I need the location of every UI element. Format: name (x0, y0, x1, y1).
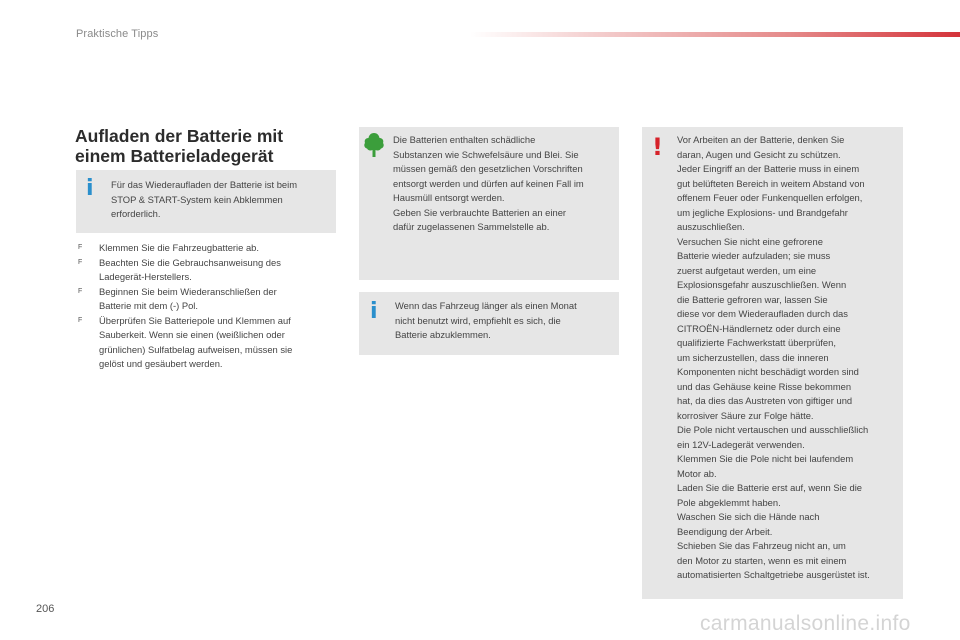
text-line: ein 12V-Ladegerät verwenden. (677, 438, 805, 450)
text-line: gelöst und gesäubert werden. (99, 358, 223, 369)
text-line: gut belüfteten Bereich in weitem Abstand von (677, 177, 865, 189)
text-line: um jegliche Explosions- und Brandgefahr (677, 206, 848, 218)
text-line: müssen gemäß den gesetzlichen Vorschriften (393, 163, 583, 174)
environment-box-text (393, 133, 617, 235)
leaf-icon (363, 132, 385, 158)
page-number: 206 (36, 603, 55, 615)
warning-icon: ! (652, 133, 663, 161)
info-icon: i (370, 299, 378, 324)
text-line: Beachten Sie die Gebrauchsanweisung des (99, 256, 281, 268)
list-item (78, 241, 333, 256)
text-line: Klemmen Sie die Pole nicht bei laufendem (677, 453, 854, 464)
text-line: Für das Wiederaufladen der Batterie ist beim (111, 179, 298, 190)
text-line: hat, da dies das Austreten von giftiger und (677, 395, 853, 406)
text-line: Pole abgeklemmt haben. (677, 496, 781, 508)
text-line: Komponenten nicht beschädigt worden sind (677, 366, 859, 377)
text-line: den Motor zu starten, wenn es mit einem (677, 554, 847, 566)
text-line: STOP & START-System kein Abklemmen (111, 193, 283, 205)
list-item (78, 285, 333, 314)
section-header: Praktische Tipps (76, 28, 159, 40)
text-line: korrosiver Säure zur Folge hätte. (677, 409, 814, 421)
text-line: erforderlich. (111, 208, 161, 219)
step-bullet: F (78, 258, 83, 266)
info-box-long-storage-text (395, 299, 615, 343)
text-line: Hausmüll entsorgt werden. (393, 192, 505, 203)
text-line: nicht benutzt wird, empfiehlt es sich, die (395, 314, 561, 326)
list-item (78, 256, 333, 285)
text-line: auszuschließen. (677, 221, 745, 232)
text-line: qualifizierte Fachwerkstatt überprüfen, (677, 337, 836, 348)
text-line: Batterie mit dem (-) Pol. (99, 300, 198, 311)
text-line: offenem Feuer oder Funkenquellen erfolgen, (677, 192, 863, 203)
header-accent-bar (470, 32, 960, 37)
environment-box (359, 127, 619, 280)
info-icon: i (86, 176, 94, 201)
text-line: Beginnen Sie beim Wiederanschließen der (99, 285, 277, 297)
page-title (75, 126, 355, 166)
text-line: Vor Arbeiten an der Batterie, denken Sie (677, 134, 845, 145)
watermark: carmanualsonline.info (700, 612, 911, 635)
warning-box (642, 127, 903, 599)
page-title-line-1: Aufladen der Batterie mit (75, 126, 284, 146)
text-line: Motor ab. (677, 467, 717, 479)
text-line: Beendigung der Arbeit. (677, 525, 773, 537)
warning-box-text (677, 133, 902, 583)
page-title-line-2: einem Batterieladegerät (75, 146, 274, 166)
text-line: die Batterie gefroren war, lassen Sie (677, 293, 828, 305)
text-line: Waschen Sie sich die Hände nach (677, 511, 820, 522)
text-line: Batterie wieder aufzuladen; sie muss (677, 250, 831, 261)
text-line: Jeder Eingriff an der Batterie muss in einem (677, 163, 860, 174)
text-line: automatisierten Schaltgetriebe ausgerüstet ist. (677, 569, 870, 580)
text-line: dafür zugelassenen Sammelstelle ab. (393, 221, 550, 232)
text-line: und das Gehäuse keine Risse bekommen (677, 380, 852, 392)
text-line: Die Batterien enthalten schädliche (393, 134, 536, 145)
text-line: Überprüfen Sie Batteriepole und Klemmen auf (99, 314, 291, 326)
step-bullet: F (78, 244, 83, 251)
text-line: Die Pole nicht vertauschen und ausschließlich (677, 424, 869, 435)
text-line: entsorgt werden und dürfen auf keinen Fall im (393, 177, 584, 189)
text-line: zuerst aufgetaut werden, um eine (677, 264, 817, 276)
text-line: Ladegerät-Herstellers. (99, 271, 192, 282)
text-line: CITROËN-Händlernetz oder durch eine (677, 322, 841, 334)
text-line: Sauberkeit. Wenn sie einen (weißlichen oder (99, 329, 285, 340)
text-line: Explosionsgefahr auszuschließen. Wenn (677, 279, 847, 290)
steps-list (78, 241, 333, 372)
text-line: Geben Sie verbrauchte Batterien an einer (393, 206, 567, 218)
step-bullet: F (78, 287, 83, 295)
text-line: Laden Sie die Batterie erst auf, wenn Sie die (677, 482, 863, 493)
text-line: daran, Augen und Gesicht zu schützen. (677, 148, 841, 160)
text-line: Versuchen Sie nicht eine gefrorene (677, 235, 823, 247)
info-box-stop-start-text (111, 178, 331, 222)
text-line: um sicherzustellen, dass die inneren (677, 351, 829, 363)
step-bullet: F (78, 316, 83, 324)
text-line: Wenn das Fahrzeug länger als einen Monat (395, 300, 577, 311)
info-box-stop-start (76, 170, 336, 233)
text-line: grünlichen) Sulfatbelag aufweisen, müssen sie (99, 343, 293, 355)
text-line: diese vor dem Wiederaufladen durch das (677, 308, 848, 319)
info-box-long-storage (359, 292, 619, 355)
text-line: Klemmen Sie die Fahrzeugbatterie ab. (99, 242, 259, 253)
text-line: Schieben Sie das Fahrzeug nicht an, um (677, 540, 846, 551)
text-line: Substanzen wie Schwefelsäure und Blei. Sie (393, 148, 579, 160)
list-item (78, 314, 333, 372)
text-line: Batterie abzuklemmen. (395, 329, 491, 340)
